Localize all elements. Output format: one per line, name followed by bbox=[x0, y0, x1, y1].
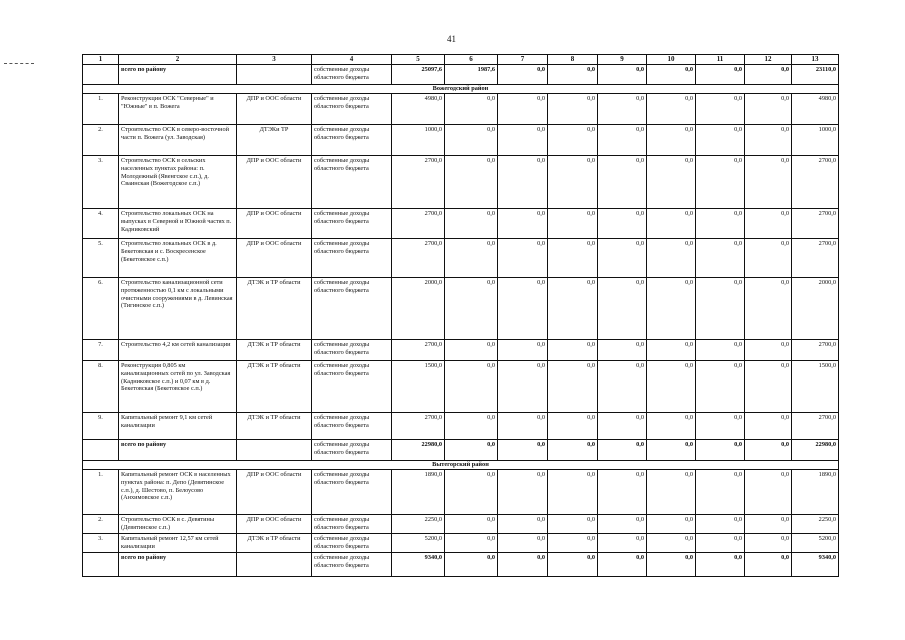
amount-cell: 0,0 bbox=[647, 470, 696, 515]
amount-cell: 0,0 bbox=[696, 125, 745, 156]
funding-source: собственные доходы областного бюджета bbox=[312, 156, 392, 209]
column-header: 10 bbox=[647, 55, 696, 65]
responsible-body: ДПР и ООС области bbox=[237, 239, 312, 278]
column-header: 2 bbox=[119, 55, 237, 65]
amount-cell: 0,0 bbox=[548, 156, 598, 209]
amount-cell: 0,0 bbox=[445, 534, 498, 553]
responsible-body: ДТЭК и ТР области bbox=[237, 361, 312, 413]
amount-cell: 5200,0 bbox=[392, 534, 445, 553]
amount-cell: 0,0 bbox=[498, 125, 548, 156]
amount-cell: 0,0 bbox=[745, 340, 792, 361]
row-number: 2. bbox=[83, 125, 119, 156]
amount-cell: 0,0 bbox=[696, 361, 745, 413]
amount-cell: 0,0 bbox=[598, 125, 647, 156]
amount-cell: 0,0 bbox=[647, 239, 696, 278]
amount-cell: 0,0 bbox=[745, 413, 792, 440]
amount-cell: 0,0 bbox=[598, 239, 647, 278]
amount-cell: 0,0 bbox=[445, 278, 498, 340]
amount-cell: 0,0 bbox=[445, 361, 498, 413]
table-row bbox=[83, 515, 839, 534]
amount-cell: 0,0 bbox=[647, 125, 696, 156]
column-number-row bbox=[83, 55, 839, 65]
district-section-row bbox=[83, 461, 839, 470]
amount-cell: 0,0 bbox=[745, 209, 792, 239]
funding-source: собственные доходы областного бюджета bbox=[312, 361, 392, 413]
amount-cell: 2000,0 bbox=[792, 278, 839, 340]
column-header: 5 bbox=[392, 55, 445, 65]
amount-cell: 0,0 bbox=[548, 125, 598, 156]
amount-cell: 0,0 bbox=[598, 515, 647, 534]
funding-source: собственные доходы областного бюджета bbox=[312, 94, 392, 125]
responsible-body: ДПР и ООС области bbox=[237, 515, 312, 534]
amount-cell: 0,0 bbox=[445, 94, 498, 125]
amount-cell: 2700,0 bbox=[792, 413, 839, 440]
amount-cell: 0,0 bbox=[548, 278, 598, 340]
measure-name: всего по району bbox=[119, 440, 237, 461]
amount-cell: 0,0 bbox=[598, 534, 647, 553]
amount-cell: 0,0 bbox=[498, 340, 548, 361]
amount-cell: 0,0 bbox=[696, 413, 745, 440]
funding-source: собственные доходы областного бюджета bbox=[312, 413, 392, 440]
measure-name: Реконструкция 0,805 км канализационных сетей по ул. Заводская (Кадниковское с.п.) и 0,07 км в д. Бекетовская (Бекетовское с.п.) bbox=[119, 361, 237, 413]
column-header: 11 bbox=[696, 55, 745, 65]
amount-cell: 0,0 bbox=[696, 340, 745, 361]
responsible-body bbox=[237, 440, 312, 461]
amount-cell: 0,0 bbox=[445, 156, 498, 209]
funding-source: собственные доходы областного бюджета bbox=[312, 470, 392, 515]
amount-cell: 2700,0 bbox=[792, 156, 839, 209]
amount-cell: 0,0 bbox=[498, 470, 548, 515]
row-number: 4. bbox=[83, 209, 119, 239]
amount-cell: 0,0 bbox=[647, 94, 696, 125]
column-header: 8 bbox=[548, 55, 598, 65]
row-number: 3. bbox=[83, 156, 119, 209]
measure-name: Реконструкция ОСК "Северные" и "Южные" в п. Вожега bbox=[119, 94, 237, 125]
measure-name: Строительство канализационной сети протяженностью 0,1 км с локальными очистными сооружениями в д. Левинская (Тигинское с.п.) bbox=[119, 278, 237, 340]
table-row bbox=[83, 125, 839, 156]
amount-cell: 0,0 bbox=[696, 65, 745, 85]
responsible-body: ДПР и ООС области bbox=[237, 209, 312, 239]
row-number: 7. bbox=[83, 340, 119, 361]
amount-cell: 0,0 bbox=[696, 278, 745, 340]
amount-cell: 0,0 bbox=[598, 209, 647, 239]
amount-cell: 1890,0 bbox=[392, 470, 445, 515]
amount-cell: 2700,0 bbox=[392, 239, 445, 278]
measure-name: Строительство ОСК в с. Девятины (Девятинское с.п.) bbox=[119, 515, 237, 534]
table-row bbox=[83, 94, 839, 125]
amount-cell: 0,0 bbox=[598, 94, 647, 125]
amount-cell: 0,0 bbox=[498, 156, 548, 209]
amount-cell: 2700,0 bbox=[792, 209, 839, 239]
amount-cell: 2700,0 bbox=[392, 209, 445, 239]
amount-cell: 0,0 bbox=[696, 440, 745, 461]
row-number bbox=[83, 553, 119, 577]
column-header: 9 bbox=[598, 55, 647, 65]
amount-cell: 4980,0 bbox=[792, 94, 839, 125]
amount-cell: 0,0 bbox=[696, 156, 745, 209]
column-header: 7 bbox=[498, 55, 548, 65]
funding-source: собственные доходы областного бюджета bbox=[312, 440, 392, 461]
amount-cell: 0,0 bbox=[647, 440, 696, 461]
amount-cell: 2700,0 bbox=[792, 340, 839, 361]
row-number: 6. bbox=[83, 278, 119, 340]
district-section-row bbox=[83, 85, 839, 94]
row-number: 8. bbox=[83, 361, 119, 413]
amount-cell: 0,0 bbox=[445, 340, 498, 361]
amount-cell: 0,0 bbox=[696, 515, 745, 534]
amount-cell: 0,0 bbox=[548, 239, 598, 278]
measure-name: Капитальный ремонт 9,1 км сетей канализации bbox=[119, 413, 237, 440]
measure-name: всего по району bbox=[119, 553, 237, 577]
district-title: Вожегодский район bbox=[83, 85, 839, 94]
amount-cell: 0,0 bbox=[548, 209, 598, 239]
amount-cell: 0,0 bbox=[745, 470, 792, 515]
amount-cell: 0,0 bbox=[696, 94, 745, 125]
funding-source: собственные доходы областного бюджета bbox=[312, 278, 392, 340]
row-number: 3. bbox=[83, 534, 119, 553]
amount-cell: 0,0 bbox=[598, 65, 647, 85]
responsible-body: ДТЭК и ТР области bbox=[237, 534, 312, 553]
district-total-row bbox=[83, 65, 839, 85]
column-header: 4 bbox=[312, 55, 392, 65]
funding-source: собственные доходы областного бюджета bbox=[312, 239, 392, 278]
amount-cell: 0,0 bbox=[498, 65, 548, 85]
amount-cell: 0,0 bbox=[445, 553, 498, 577]
measure-name: всего по району bbox=[119, 65, 237, 85]
amount-cell: 2700,0 bbox=[792, 239, 839, 278]
amount-cell: 0,0 bbox=[548, 361, 598, 413]
amount-cell: 0,0 bbox=[548, 340, 598, 361]
amount-cell: 0,0 bbox=[647, 413, 696, 440]
amount-cell: 4980,0 bbox=[392, 94, 445, 125]
amount-cell: 0,0 bbox=[445, 470, 498, 515]
amount-cell: 2700,0 bbox=[392, 413, 445, 440]
amount-cell: 0,0 bbox=[647, 515, 696, 534]
table-row bbox=[83, 413, 839, 440]
table-row bbox=[83, 340, 839, 361]
table-row bbox=[83, 534, 839, 553]
row-number bbox=[83, 440, 119, 461]
amount-cell: 2700,0 bbox=[392, 340, 445, 361]
amount-cell: 0,0 bbox=[548, 413, 598, 440]
funding-source: собственные доходы областного бюджета bbox=[312, 553, 392, 577]
amount-cell: 0,0 bbox=[498, 239, 548, 278]
measure-name: Капитальный ремонт ОСК в населенных пунктах района: п. Депо (Девятинское с.п.), д. Шестово, п. Белоусово (Анхимовское с.п.) bbox=[119, 470, 237, 515]
amount-cell: 0,0 bbox=[445, 440, 498, 461]
amount-cell: 0,0 bbox=[647, 65, 696, 85]
measure-name: Строительство локальных ОСК в д. Бекетовская и с. Воскресенское (Бекетовское с.п.) bbox=[119, 239, 237, 278]
amount-cell: 1890,0 bbox=[792, 470, 839, 515]
amount-cell: 0,0 bbox=[598, 440, 647, 461]
amount-cell: 0,0 bbox=[647, 156, 696, 209]
amount-cell: 0,0 bbox=[598, 340, 647, 361]
amount-cell: 0,0 bbox=[498, 515, 548, 534]
amount-cell: 0,0 bbox=[745, 278, 792, 340]
amount-cell: 2000,0 bbox=[392, 278, 445, 340]
amount-cell: 0,0 bbox=[745, 553, 792, 577]
amount-cell: 1000,0 bbox=[392, 125, 445, 156]
table-row bbox=[83, 470, 839, 515]
amount-cell: 0,0 bbox=[745, 440, 792, 461]
amount-cell: 0,0 bbox=[598, 361, 647, 413]
responsible-body: ДТЭК и ТР области bbox=[237, 340, 312, 361]
district-title: Вытегорский район bbox=[83, 461, 839, 470]
row-number: 5. bbox=[83, 239, 119, 278]
district-total-row bbox=[83, 440, 839, 461]
row-number: 1. bbox=[83, 470, 119, 515]
amount-cell: 0,0 bbox=[745, 239, 792, 278]
amount-cell: 9340,0 bbox=[792, 553, 839, 577]
table-row bbox=[83, 209, 839, 239]
responsible-body: ДТЭКи ТР bbox=[237, 125, 312, 156]
amount-cell: 0,0 bbox=[498, 209, 548, 239]
funding-source: собственные доходы областного бюджета bbox=[312, 209, 392, 239]
amount-cell: 0,0 bbox=[745, 156, 792, 209]
amount-cell: 0,0 bbox=[647, 278, 696, 340]
amount-cell: 22980,0 bbox=[392, 440, 445, 461]
amount-cell: 0,0 bbox=[745, 125, 792, 156]
funding-source: собственные доходы областного бюджета bbox=[312, 534, 392, 553]
row-number: 1. bbox=[83, 94, 119, 125]
amount-cell: 9340,0 bbox=[392, 553, 445, 577]
amount-cell: 2250,0 bbox=[392, 515, 445, 534]
measure-name: Строительство ОСК в сельских населенных пунктах района: п. Молодежный (Явенгское с.п.), д. Сваинская (Вожегодское с.п.) bbox=[119, 156, 237, 209]
funding-source: собственные доходы областного бюджета bbox=[312, 65, 392, 85]
amount-cell: 0,0 bbox=[445, 209, 498, 239]
table-body bbox=[83, 55, 839, 577]
amount-cell: 0,0 bbox=[445, 125, 498, 156]
amount-cell: 0,0 bbox=[745, 534, 792, 553]
row-number bbox=[83, 65, 119, 85]
amount-cell: 1000,0 bbox=[792, 125, 839, 156]
table-row bbox=[83, 361, 839, 413]
amount-cell: 0,0 bbox=[498, 413, 548, 440]
amount-cell: 23110,0 bbox=[792, 65, 839, 85]
amount-cell: 1987,6 bbox=[445, 65, 498, 85]
measure-name: Строительство ОСК в северо-восточной части п. Вожега (ул. Заводская) bbox=[119, 125, 237, 156]
responsible-body: ДПР и ООС области bbox=[237, 156, 312, 209]
responsible-body: ДПР и ООС области bbox=[237, 470, 312, 515]
amount-cell: 0,0 bbox=[548, 515, 598, 534]
table-row bbox=[83, 156, 839, 209]
table-row bbox=[83, 239, 839, 278]
amount-cell: 0,0 bbox=[647, 340, 696, 361]
amount-cell: 0,0 bbox=[445, 413, 498, 440]
amount-cell: 2700,0 bbox=[392, 156, 445, 209]
amount-cell: 0,0 bbox=[696, 553, 745, 577]
responsible-body bbox=[237, 553, 312, 577]
amount-cell: 0,0 bbox=[647, 553, 696, 577]
responsible-body bbox=[237, 65, 312, 85]
amount-cell: 0,0 bbox=[745, 361, 792, 413]
amount-cell: 22980,0 bbox=[792, 440, 839, 461]
amount-cell: 0,0 bbox=[696, 209, 745, 239]
amount-cell: 0,0 bbox=[598, 413, 647, 440]
amount-cell: 0,0 bbox=[548, 65, 598, 85]
measure-name: Капитальный ремонт 12,57 км сетей канализации bbox=[119, 534, 237, 553]
amount-cell: 0,0 bbox=[498, 94, 548, 125]
column-header: 3 bbox=[237, 55, 312, 65]
amount-cell: 0,0 bbox=[498, 440, 548, 461]
amount-cell: 0,0 bbox=[498, 553, 548, 577]
funding-source: собственные доходы областного бюджета bbox=[312, 340, 392, 361]
funding-source: собственные доходы областного бюджета bbox=[312, 515, 392, 534]
amount-cell: 0,0 bbox=[598, 470, 647, 515]
amount-cell: 0,0 bbox=[745, 94, 792, 125]
amount-cell: 0,0 bbox=[745, 65, 792, 85]
amount-cell: 0,0 bbox=[696, 534, 745, 553]
measure-name: Строительство локальных ОСК на выпусках в Северной и Южной частях п. Кадниковский bbox=[119, 209, 237, 239]
column-header: 1 bbox=[83, 55, 119, 65]
column-header: 6 bbox=[445, 55, 498, 65]
amount-cell: 1500,0 bbox=[792, 361, 839, 413]
amount-cell: 0,0 bbox=[647, 534, 696, 553]
amount-cell: 0,0 bbox=[598, 553, 647, 577]
amount-cell: 0,0 bbox=[548, 553, 598, 577]
responsible-body: ДПР и ООС области bbox=[237, 94, 312, 125]
responsible-body: ДТЭК и ТР области bbox=[237, 413, 312, 440]
amount-cell: 0,0 bbox=[498, 534, 548, 553]
page-number: 41 bbox=[447, 34, 456, 44]
margin-dash-mark bbox=[4, 63, 34, 64]
amount-cell: 0,0 bbox=[647, 209, 696, 239]
table-row bbox=[83, 278, 839, 340]
amount-cell: 0,0 bbox=[498, 278, 548, 340]
district-total-row bbox=[83, 553, 839, 577]
amount-cell: 5200,0 bbox=[792, 534, 839, 553]
budget-table bbox=[82, 54, 839, 577]
amount-cell: 0,0 bbox=[598, 156, 647, 209]
responsible-body: ДТЭК и ТР области bbox=[237, 278, 312, 340]
row-number: 9. bbox=[83, 413, 119, 440]
amount-cell: 0,0 bbox=[445, 515, 498, 534]
amount-cell: 0,0 bbox=[548, 534, 598, 553]
amount-cell: 0,0 bbox=[445, 239, 498, 278]
amount-cell: 1500,0 bbox=[392, 361, 445, 413]
measure-name: Строительство 4,2 км сетей канализации bbox=[119, 340, 237, 361]
amount-cell: 0,0 bbox=[745, 515, 792, 534]
amount-cell: 0,0 bbox=[548, 470, 598, 515]
amount-cell: 0,0 bbox=[548, 94, 598, 125]
amount-cell: 2250,0 bbox=[792, 515, 839, 534]
row-number: 2. bbox=[83, 515, 119, 534]
amount-cell: 0,0 bbox=[647, 361, 696, 413]
amount-cell: 0,0 bbox=[598, 278, 647, 340]
amount-cell: 0,0 bbox=[498, 361, 548, 413]
amount-cell: 0,0 bbox=[548, 440, 598, 461]
column-header: 12 bbox=[745, 55, 792, 65]
column-header: 13 bbox=[792, 55, 839, 65]
amount-cell: 0,0 bbox=[696, 470, 745, 515]
funding-source: собственные доходы областного бюджета bbox=[312, 125, 392, 156]
amount-cell: 25097,6 bbox=[392, 65, 445, 85]
amount-cell: 0,0 bbox=[696, 239, 745, 278]
